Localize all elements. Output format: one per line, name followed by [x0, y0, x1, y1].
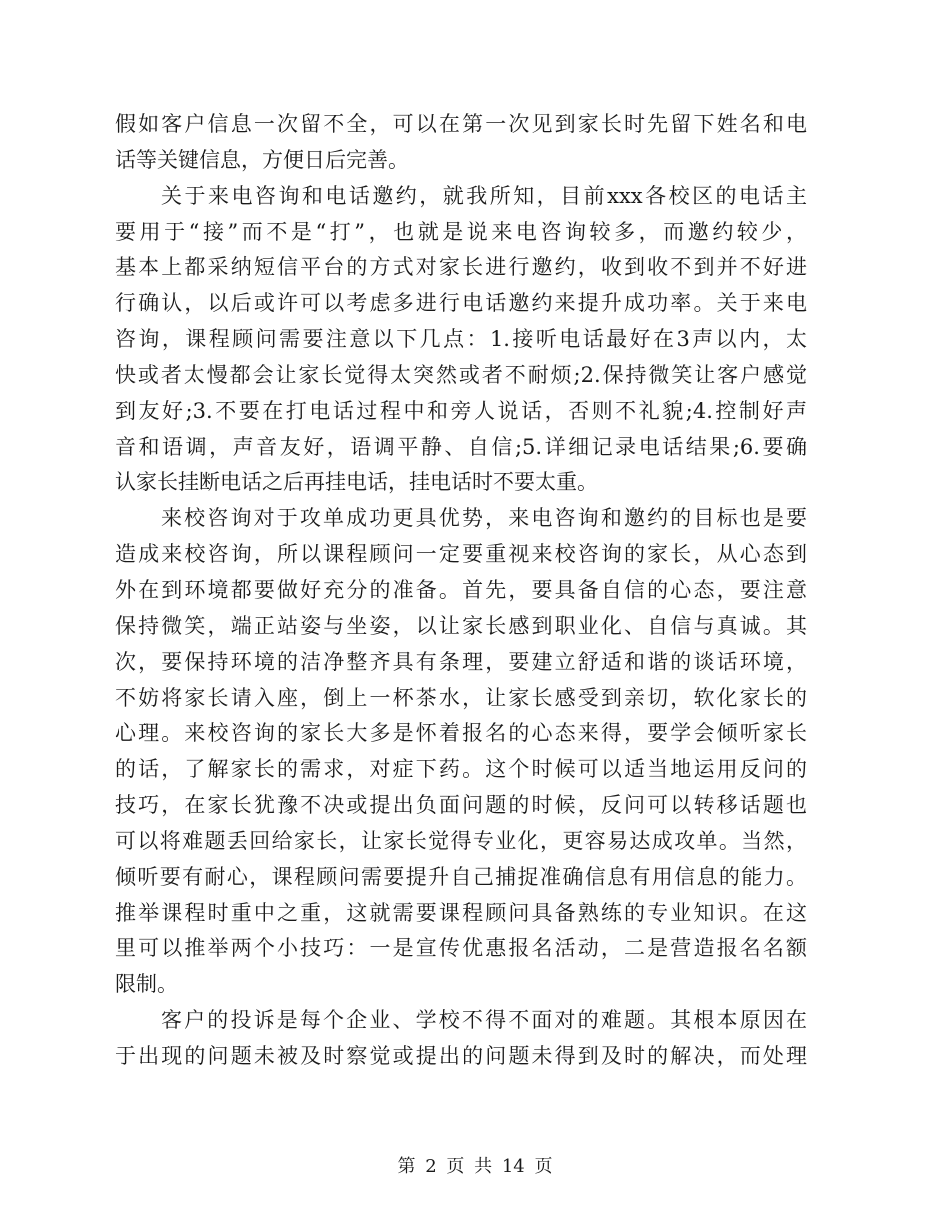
text-line: 里可以推举两个小技巧：一是宣传优惠报名活动，二是营造报名名额 — [115, 936, 807, 961]
text-line: 心理。来校咨询的家长大多是怀着报名的心态来得，要学会倾听家长 — [115, 721, 807, 746]
text-line: 基本上都采纳短信平台的方式对家长进行邀约，收到收不到并不好进 — [115, 255, 807, 280]
text-line: 于出现的问题未被及时察觉或提出的问题未得到及时的解决，而处理 — [115, 1043, 807, 1068]
text-line: 关于来电咨询和电话邀约，就我所知，目前xxx各校区的电话主 — [161, 183, 807, 208]
paragraph — [115, 107, 807, 179]
text-line: 咨询，课程顾问需要注意以下几点：1.接听电话最好在3声以内，太 — [115, 327, 807, 352]
paragraph — [115, 1003, 807, 1075]
page-number: 第 2 页 共 14 页 — [397, 1156, 553, 1177]
paragraph — [115, 501, 807, 1003]
text-line: 次，要保持环境的洁净整齐具有条理，要建立舒适和谐的谈话环境， — [115, 649, 807, 674]
text-line: 限制。 — [115, 972, 178, 997]
text-line: 造成来校咨询，所以课程顾问一定要重视来校咨询的家长，从心态到 — [115, 542, 807, 567]
paragraph — [115, 179, 807, 502]
document-body — [115, 107, 807, 1075]
text-line: 到友好;3.不要在打电话过程中和旁人说话，否则不礼貌;4.控制好声 — [115, 398, 807, 423]
text-line: 技巧，在家长犹豫不决或提出负面问题的时候，反问可以转移话题也 — [115, 793, 807, 818]
text-line: 可以将难题丢回给家长，让家长觉得专业化，更容易达成攻单。当然， — [115, 828, 807, 853]
text-line: 话等关键信息，方便日后完善。 — [115, 147, 409, 172]
text-line: 音和语调，声音友好，语调平静、自信;5.详细记录电话结果;6.要确 — [115, 434, 807, 459]
text-line: 来校咨询对于攻单成功更具优势，来电咨询和邀约的目标也是要 — [161, 506, 807, 531]
text-line: 的话，了解家长的需求，对症下药。这个时候可以适当地运用反问的 — [115, 757, 807, 782]
text-line: 推举课程时重中之重，这就需要课程顾问具备熟练的专业知识。在这 — [115, 900, 807, 925]
text-line: 行确认，以后或许可以考虑多进行电话邀约来提升成功率。关于来电 — [115, 291, 807, 316]
text-line: 倾听要有耐心，课程顾问需要提升自己捕捉准确信息有用信息的能力。 — [115, 864, 807, 889]
text-line: 假如客户信息一次留不全，可以在第一次见到家长时先留下姓名和电 — [115, 112, 807, 136]
text-line: 外在到环境都要做好充分的准备。首先，要具备自信的心态，要注意 — [115, 577, 807, 602]
text-line: 不妨将家长请入座，倒上一杯茶水，让家长感受到亲切，软化家长的 — [115, 685, 807, 710]
text-line: 要用于“接”而不是“打”，也就是说来电咨询较多，而邀约较少， — [115, 219, 807, 244]
text-line: 快或者太慢都会让家长觉得太突然或者不耐烦;2.保持微笑让客户感觉 — [115, 362, 807, 387]
text-line: 保持微笑，端正站姿与坐姿，以让家长感到职业化、自信与真诚。其 — [115, 613, 807, 638]
text-line: 认家长挂断电话之后再挂电话，挂电话时不要太重。 — [115, 470, 598, 495]
text-line: 客户的投诉是每个企业、学校不得不面对的难题。其根本原因在 — [161, 1008, 807, 1033]
